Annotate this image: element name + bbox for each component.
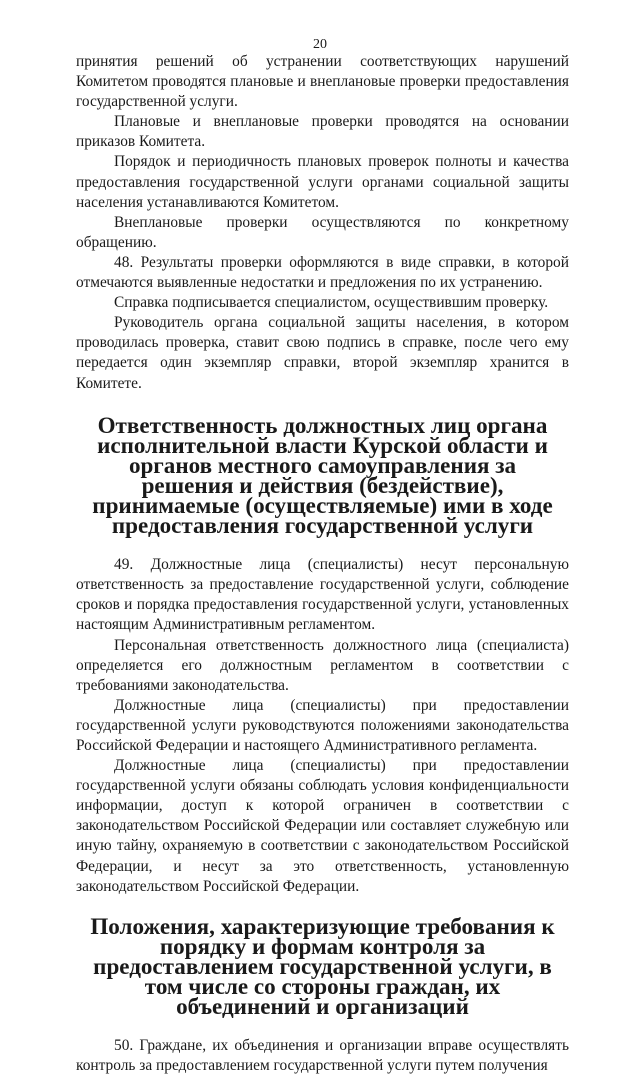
paragraph: Справка подписывается специалистом, осуществившим проверку. — [114, 294, 549, 312]
paragraph: 50. Граждане, их объединения и организации вправе осуществлять контроль за предоставлением государственной услуги путем получения — [76, 1037, 569, 1075]
section-spacer — [76, 897, 569, 916]
paragraph: Внеплановые проверки осуществляются по конкретному обращению. — [76, 213, 569, 251]
paragraph: Персональная ответственность должностного лица (специалиста) определяется его должностным регламентом в соответствии с требованиями законодательства. — [76, 636, 569, 694]
page-number: 20 — [313, 37, 327, 52]
section-heading: Ответственность должностных лиц органа исполнительной власти Курской области и органов местного самоуправления за решения и действия (бездействие), принимаемые (осуществляемые) ими в ходе предоставления государственной услуги — [92, 411, 553, 539]
paragraph: Должностные лица (специалисты) при предоставлении государственной услуги обязаны соблюдать условия конфиденциальности информации, доступ к которой ограничен в соответствии с законодательством Российской Федерации или составляет служебную или иную тайну, охраняемую в соответствии с законодательством Российской Федерации, и несут за это ответственность, установленную законодательством Российской Федерации. — [76, 757, 569, 895]
paragraph: Порядок и периодичность плановых проверок полноты и качества предоставления государственной услуги органами социальной защиты населения устанавливаются Комитетом. — [76, 153, 569, 211]
paragraph: 49. Должностные лица (специалисты) несут персональную ответственность за предоставление государственной услуги, соблюдение сроков и порядка предоставления государственной услуги, установленных настоящим Административным регламентом. — [76, 556, 569, 634]
paragraph: Руководитель органа социальной защиты населения, в котором проводилась проверка, ставит свою подпись в справке, после чего ему передается один экземпляр справки, второй экземпляр хранится в Комитете. — [76, 314, 569, 392]
paragraph: Должностные лица (специалисты) при предоставлении государственной услуги руководствуются положениями законодательства Российской Федерации и настоящего Административного регламента. — [76, 696, 569, 754]
section-spacer — [76, 535, 569, 555]
paragraph: Плановые и внеплановые проверки проводятся на основании приказов Комитета. — [76, 113, 569, 151]
paragraph: 48. Результаты проверки оформляются в виде справки, в которой отмечаются выявленные недостатки и предложения по их устранению. — [76, 253, 569, 292]
section-heading: Положения, характеризующие требования к порядку и формам контроля за предоставлением государственной услуги, в том числе со стороны граждан, их объединений и организаций — [90, 912, 555, 1020]
document-body — [76, 52, 569, 1076]
paragraph: принятия решений об устранении соответствующих нарушений Комитетом проводятся плановые и внеплановые проверки предоставления государственной услуги. — [76, 53, 569, 111]
section-spacer — [76, 1016, 569, 1036]
